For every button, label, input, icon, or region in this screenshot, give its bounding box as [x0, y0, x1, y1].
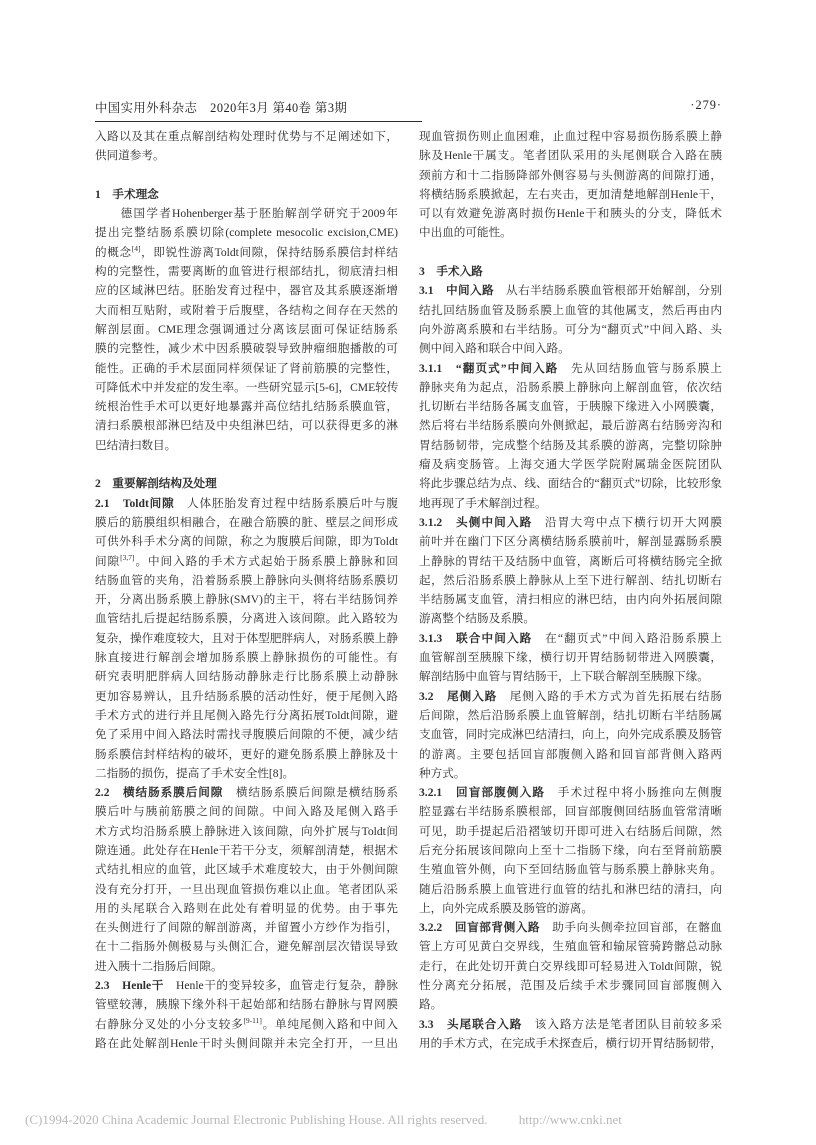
- text-line: 复杂，操作难度较大，且对于体型肥胖病人，对肠系膜上静: [95, 631, 398, 645]
- text-line: 的概念[4]，即锐性游离Toldt间隙，保持结肠系膜信封样结: [95, 243, 398, 259]
- heading-line: 2 重要解剖结构及处理: [95, 477, 217, 491]
- text-line: 性分离充分拓展，范围及后续手术步骤同回盲部腹侧入: [419, 979, 722, 993]
- text-line: 现血管损伤则止血困难，止血过程中容易损伤肠系膜上静: [419, 130, 722, 143]
- text-line: 可降低术中并发症的发生率。一些研究显示[5-6]，CME较传: [95, 380, 398, 394]
- text-line: 上，向外完成系膜及肠管的游离。: [419, 901, 593, 915]
- text-line: 种方式。: [419, 766, 466, 780]
- cnki-url: http://www.cnki.net: [518, 1112, 622, 1127]
- text-line: 瘤及病变肠管。上海交通大学医学院附属瑞金医院团队: [419, 458, 722, 472]
- text-line: 入路以及其在重点解剖结构处理时优势与不足阐述如下，: [95, 130, 398, 143]
- text-line: 右静脉分叉处的小分支较多[9-11]。单纯尾侧入路和中间入: [95, 1015, 398, 1031]
- text-line: 结扎回结肠血管及肠系膜上血管的其他属支，然后再由内: [419, 303, 722, 317]
- text-line: 统根治性手术可以更好地暴露并高位结扎结肠系膜血管，: [95, 400, 398, 414]
- text-line: 后充分拓展该间隙向上至十二指肠下缘，向右至肾前筋膜: [419, 843, 722, 857]
- text-line: 的游离。主要包括回盲部腹侧入路和回盲部背侧入路两: [419, 747, 722, 761]
- text-line: 血管解剖至胰腺下缘，横行切开胃结肠韧带进入网膜囊，: [419, 651, 722, 665]
- text-line: 侧中间入路和联合中间入路。: [419, 342, 570, 356]
- journal-title: 中国实用外科杂志 2020年3月 第40卷 第3期: [95, 98, 422, 122]
- text-line: 走行，在此处切开黄白交界线即可轻易进入Toldt间隙，锐: [419, 959, 722, 973]
- text-line: 巴结清扫数目。: [95, 438, 177, 452]
- text-line: 血管结扎后提起结肠系膜，分离进入该间隙。此入路较为: [95, 612, 398, 626]
- text-line: 在头侧进行了间隙的解剖游离，并留置小方纱作为指引，: [95, 921, 398, 935]
- heading-line: 3.2.1 回盲部腹侧入路 手术过程中将小肠推向左侧腹: [419, 786, 722, 800]
- text-line: 用的手术方式，在完成手术探查后，横行切开胃结肠韧带，: [419, 1036, 722, 1050]
- column-right: [419, 127, 722, 1053]
- heading-line: 2.3 Henle干 Henle干的变异较多，血管走行复杂，静脉: [95, 979, 398, 993]
- text-line: 游离整个结肠及系膜。: [419, 612, 535, 626]
- text-line: 将横结肠系膜掀起，左右夹击，更加清楚地解剖Henle干，: [419, 187, 722, 201]
- text-line: 地再现了手术解剖过程。: [419, 496, 547, 510]
- text-line: 解剖结肠中血管与胃结肠干，上下联合解剖至胰腺下缘。: [419, 670, 709, 684]
- heading-line: 3.3 头尾联合入路 该入路方法是笔者团队目前较多采: [419, 1017, 722, 1031]
- text-line: 支血管，同时完成淋巴结清扫，向上，向外完成系膜及肠管: [419, 728, 722, 742]
- text-line: 随后沿肠系膜上血管进行血管的结扎和淋巴结的清扫，向: [419, 882, 722, 896]
- text-line: 生殖血管外侧，向下至回结肠血管与肠系膜上静脉夹角。: [419, 863, 722, 877]
- heading-line: 2.1 Toldt间隙 人体胚胎发育过程中结肠系膜后叶与腹: [95, 496, 398, 510]
- text-line: 向外游离系膜和右半结肠。可分为“翻页式”中间入路、头: [419, 322, 722, 336]
- text-line: 在十二指肠外侧极易与头侧汇合，避免解剖层次错误导致: [95, 940, 398, 954]
- text-line: 构的完整性，需要离断的血管进行根部结扎，彻底清扫相: [95, 265, 398, 279]
- text-line: 膜后的筋膜组织相融合，在融合筋膜的脏、壁层之间形成: [95, 515, 398, 529]
- text-line: 大而相互贴附，或附着于后腹壁，各结构之间存在天然的: [95, 303, 398, 317]
- heading-line: 3.1 中间入路 从右半结肠系膜血管根部开始解剖，分别: [419, 284, 722, 298]
- heading-line: 1 手术理念: [95, 187, 159, 201]
- text-line: 可见，助手提起后沿褶皱切开即可进入右结肠后间隙，然: [419, 824, 722, 838]
- column-left: [95, 127, 398, 1053]
- heading-line: 3.1.3 联合中间入路 在“翻页式”中间入路沿肠系膜上: [419, 631, 722, 645]
- text-line: 术方式均沿肠系膜上静脉进入该间隙，向外扩展与Toldt间: [95, 824, 398, 838]
- text-line: 脉及Henle干属支。笔者团队采用的头尾侧联合入路在胰: [419, 149, 722, 163]
- text-line: 没有充分打开，一旦出现血管损伤难以止血。笔者团队采: [95, 882, 398, 896]
- text-line: 颈前方和十二指肠降部外侧容易与头侧游离的间隙打通，: [419, 168, 722, 182]
- text-line: 扎切断右半结肠各属支血管，于胰腺下缘进入小网膜囊，: [419, 400, 722, 414]
- text-line: 供同道参考。: [95, 149, 165, 163]
- text-line: 更加容易辨认，且升结肠系膜的活动性好，便于尾侧入路: [95, 689, 398, 703]
- text-line: 胃结肠韧带，完成整个结肠及其系膜的游离，完整切除肿: [419, 438, 722, 452]
- article-body: [95, 127, 722, 1053]
- text-line: 然后将右半结肠系膜向外侧掀起，最后游离右结肠旁沟和: [419, 419, 722, 433]
- copyright-text: (C)1994-2020 China Academic Journal Electronic Publishing House. All rights reserved.: [25, 1112, 488, 1127]
- text-line: 腔显露右半结肠系膜根部，回盲部腹侧回结肠血管常清晰: [419, 805, 722, 819]
- text-line: 脉直接进行解剖会增加肠系膜上静脉损伤的可能性。有: [95, 651, 398, 665]
- heading-line: 3.2.2 回盲部背侧入路 助手向头侧牵拉回盲部，在髂血: [419, 921, 722, 935]
- text-line: 起，然后沿肠系膜上静脉从上至下进行解剖、结扎切断右: [419, 573, 722, 587]
- text-line: 式结扎相应的血管，此区域手术难度较大，由于外侧间隙: [95, 863, 398, 877]
- text-line: 路。: [419, 998, 443, 1012]
- text-line: 可供外科手术分离的间隙，称之为腹膜后间隙，即为Toldt: [95, 535, 398, 549]
- text-line: [419, 243, 722, 262]
- text-line: 将此步骤总结为点、线、面结合的“翻页式”切除，比较形象: [419, 477, 722, 491]
- text-line: 可以有效避免游离时损伤Henle干和胰头的分支，降低术: [419, 207, 722, 221]
- heading-line: 3.1.2 头侧中间入路 沿胃大弯中点下横行切开大网膜: [419, 515, 722, 529]
- text-line: [95, 166, 398, 185]
- text-line: 二指肠的损伤，提高了手术安全性[8]。: [95, 766, 295, 780]
- text-line: 研究表明肥胖病人回结肠动静脉走行比肠系膜上动静脉: [95, 670, 398, 684]
- text-line: 免了采用中间入路法时需找寻腹膜后间隙的不便，减少结: [95, 728, 398, 742]
- text-line: 前叶并在幽门下区分离横结肠系膜前叶，解剖显露肠系膜: [419, 535, 722, 549]
- text-line: 中出血的可能性。: [419, 226, 512, 240]
- heading-line: 3 手术入路: [419, 265, 483, 279]
- heading-line: 3.2 尾侧入路 尾侧入路的手术方式为首先拓展右结肠: [419, 689, 722, 703]
- text-line: 提出完整结肠系膜切除(complete mesocolic excision,CME): [95, 226, 398, 240]
- text-line: 德国学者Hohenberger基于胚胎解剖学研究于2009年: [95, 207, 398, 221]
- text-line: 应的区域淋巴结。胚胎发育过程中，器官及其系膜逐渐增: [95, 284, 398, 298]
- text-line: 静脉夹角为起点，沿肠系膜上静脉向上解剖血管，依次结: [419, 380, 722, 394]
- text-line: 清扫系膜根部淋巴结及中央组淋巴结，可以获得更多的淋: [95, 419, 398, 433]
- text-line: 用的头尾联合入路则在此处有着明显的优势。由于事先: [95, 901, 398, 915]
- text-line: 膜的完整性，减少术中因系膜破裂导致肿瘤细胞播散的可: [95, 342, 398, 356]
- page-footer: [25, 1112, 622, 1128]
- text-line: 上静脉的胃结干及结肠中血管，离断后可将横结肠完全掀: [419, 554, 722, 568]
- text-line: 肠系膜信封样结构的破坏，更好的避免肠系膜上静脉及十: [95, 747, 398, 761]
- text-line: 手术方式的进行并且尾侧入路先行分离拓展Toldt间隙，避: [95, 708, 398, 722]
- text-line: 能性。正确的手术层面同样须保证了肾前筋膜的完整性，: [95, 361, 398, 375]
- text-line: 后间隙，然后沿肠系膜上血管解剖，结扎切断右半结肠属: [419, 708, 722, 722]
- text-line: 管壁较薄，胰腺下缘外科干起始部和结肠右静脉与胃网膜: [95, 998, 398, 1012]
- heading-line: 3.1.1 “翻页式”中间入路 先从回结肠血管与肠系膜上: [419, 361, 722, 375]
- page-number: ·279·: [690, 98, 722, 112]
- text-line: 开，分离出肠系膜上静脉(SMV)的主干，将右半结肠饲养: [95, 593, 398, 607]
- text-line: [95, 455, 398, 474]
- text-line: 结肠血管的夹角，沿着肠系膜上静脉向头侧将结肠系膜切: [95, 573, 398, 587]
- text-line: 间隙[3,7]。中间入路的手术方式起始于肠系膜上静脉和回: [95, 552, 398, 568]
- text-line: 路在此处解剖Henle干时头侧间隙并未完全打开，一旦出: [95, 1036, 398, 1050]
- text-line: 半结肠属支血管，清扫相应的淋巴结，由内向外拓展间隙: [419, 593, 722, 607]
- text-line: 管上方可见黄白交界线，生殖血管和输尿管骑跨髂总动脉: [419, 940, 722, 954]
- text-line: 进入胰十二指肠后间隙。: [95, 959, 223, 973]
- heading-line: 2.2 横结肠系膜后间隙 横结肠系膜后间隙是横结肠系: [95, 786, 398, 800]
- text-line: 隙连通。此处存在Henle干若干分支，须解剖清楚，根据术: [95, 843, 398, 857]
- text-line: 解剖层面。CME理念强调通过分离该层面可保证结肠系: [95, 322, 398, 336]
- page-header: [95, 98, 722, 122]
- text-line: 膜后叶与胰前筋膜之间的间隙。中间入路及尾侧入路手: [95, 805, 398, 819]
